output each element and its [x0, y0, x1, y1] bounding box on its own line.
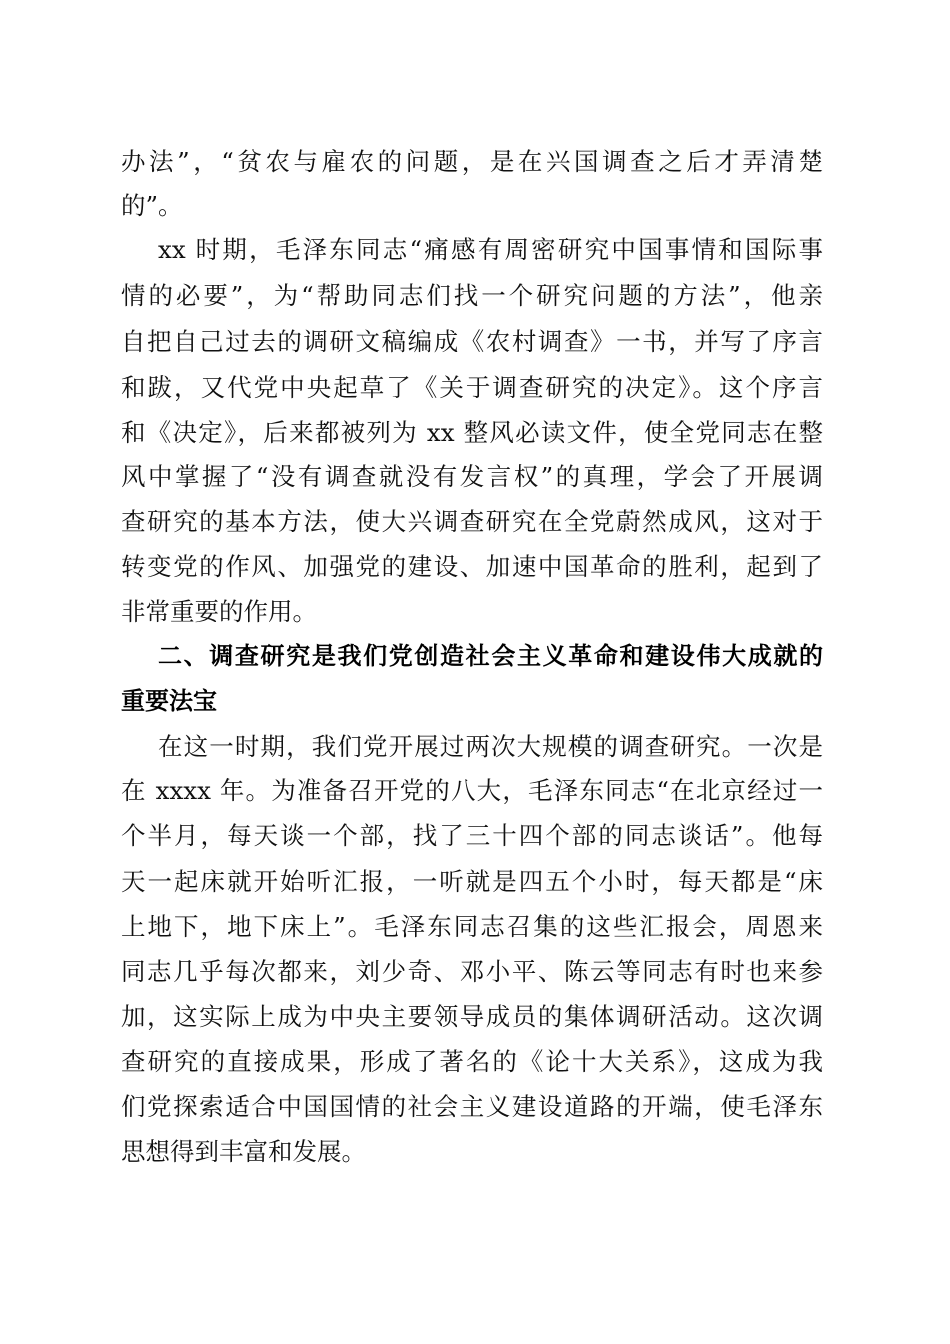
paragraph-3-line-10: 思想得到丰富和发展。: [121, 1137, 366, 1166]
paragraph-3-line-2: 在 xxxx 年。为准备召开党的八大，毛泽东同志“在北京经过一: [121, 776, 823, 805]
paragraph-1-line-2: 的”。: [121, 191, 183, 220]
paragraph-1-line-1: 办法”，“贫农与雇农的问题，是在兴国调查之后才弄清楚: [121, 147, 823, 176]
paragraph-2-line-8: 转变党的作风、加强党的建设、加速中国革命的胜利，起到了: [121, 552, 823, 581]
paragraph-2-line-5: 和《决定》，后来都被列为 xx 整风必读文件，使全党同志在整: [121, 418, 823, 447]
paragraph-3-line-4: 天一起床就开始听汇报，一听就是四五个小时，每天都是“床: [121, 867, 823, 896]
paragraph-3-line-1: 在这一时期，我们党开展过两次大规模的调查研究。一次是: [158, 732, 823, 761]
paragraph-2-line-2: 情的必要”，为“帮助同志们找一个研究问题的方法”，他亲: [121, 281, 823, 310]
paragraph-3-line-9: 们党探索适合中国国情的社会主义建设道路的开端，使毛泽东: [121, 1092, 823, 1121]
paragraph-2-line-7: 查研究的基本方法，使大兴调查研究在全党蔚然成风，这对于: [121, 507, 823, 536]
paragraph-3-line-8: 查研究的直接成果，形成了著名的《论十大关系》，这成为我: [121, 1047, 823, 1076]
paragraph-3-line-3: 个半月，每天谈一个部，找了三十四个部的同志谈话”。他每: [121, 821, 823, 850]
section-heading-line-2: 重要法宝: [121, 687, 217, 715]
section-heading-line-1: 二、调查研究是我们党创造社会主义革命和建设伟大成就的: [158, 642, 823, 670]
paragraph-2-line-1: xx 时期，毛泽东同志“痛感有周密研究中国事情和国际事: [158, 235, 823, 264]
paragraph-2-line-9: 非常重要的作用。: [121, 597, 317, 626]
paragraph-2-line-3: 自把自己过去的调研文稿编成《农村调查》一书，并写了序言: [121, 327, 823, 356]
paragraph-3-line-7: 加，这实际上成为中央主要领导成员的集体调研活动。这次调: [121, 1002, 823, 1031]
paragraph-2-line-6: 风中掌握了“没有调查就没有发言权”的真理，学会了开展调: [121, 462, 823, 491]
paragraph-3-line-5: 上地下，地下床上”。毛泽东同志召集的这些汇报会，周恩来: [121, 912, 823, 941]
paragraph-3-line-6: 同志几乎每次都来，刘少奇、邓小平、陈云等同志有时也来参: [121, 957, 823, 986]
paragraph-2-line-4: 和跋，又代党中央起草了《关于调查研究的决定》。这个序言: [121, 373, 823, 402]
